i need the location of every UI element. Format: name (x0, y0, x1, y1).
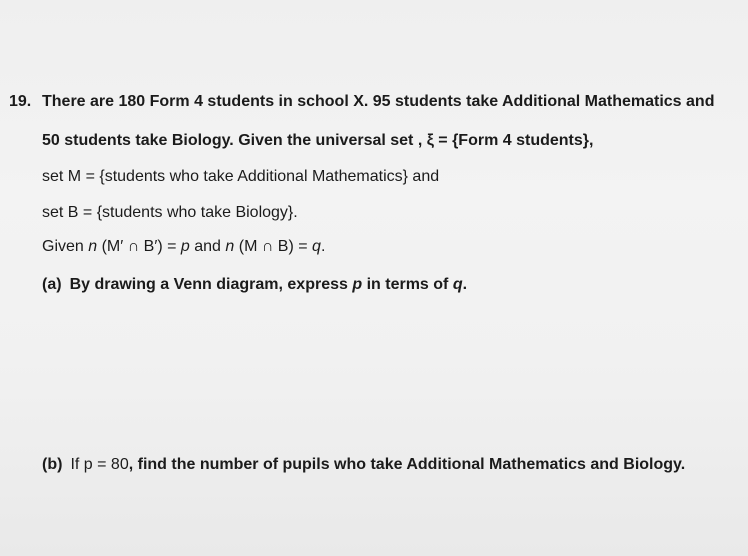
part-b-text: , find the number of pupils who take Additional Mathematics and Biology. (128, 456, 686, 473)
intersection-expr: (M ∩ B) = (234, 238, 313, 255)
and-word: and (189, 238, 226, 255)
part-a-text-1: By drawing a Venn diagram, express (69, 276, 353, 293)
part-b-if: If (70, 456, 84, 473)
n-symbol-1: n (88, 238, 98, 255)
part-a-end: . (462, 276, 468, 293)
part-b-label: (b) (42, 456, 63, 473)
n-symbol-2: n (225, 238, 235, 255)
question-line-2: 50 students take Biology. Given the universal set , ξ = {Form 4 students}, (42, 132, 594, 149)
part-b-condition: p = 80 (83, 456, 129, 473)
complement-intersection-expr: (M′ ∩ B′) = (97, 238, 181, 255)
part-a-q: q (452, 276, 463, 293)
set-m-definition: set M = {students who take Additional Mathematics} and (42, 168, 440, 185)
part-a-label: (a) (42, 276, 62, 293)
part-b (42, 455, 685, 475)
part-a-p: p (352, 276, 363, 293)
q-variable: q (312, 238, 321, 255)
question-intro-text: There are 180 Form 4 students in school X. 95 students take Additional Mathematics and (42, 93, 715, 110)
period: . (320, 238, 326, 255)
question-number: 19. (9, 93, 32, 110)
part-a (42, 275, 467, 295)
p-variable: p (180, 238, 190, 255)
set-b-definition: set B = {students who take Biology}. (42, 204, 298, 221)
part-a-text-2: in terms of (362, 276, 453, 293)
given-conditions (42, 237, 325, 257)
given-word: Given (42, 238, 89, 255)
